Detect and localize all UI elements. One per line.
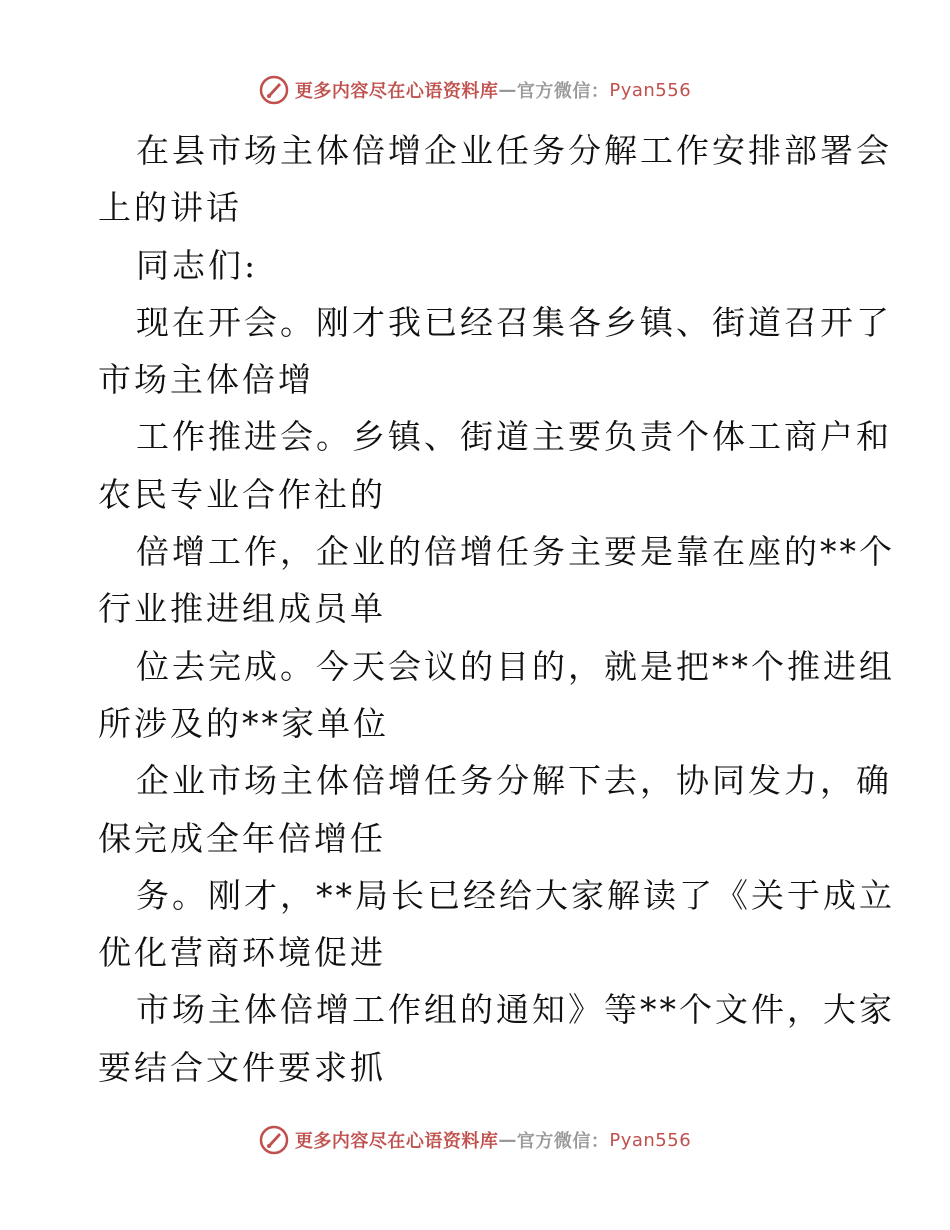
watermark-official: 官方微信： bbox=[516, 81, 610, 102]
text-line: 上的讲话 bbox=[98, 188, 242, 228]
watermark-separator: — bbox=[498, 79, 517, 101]
watermark-account: Pyan556 bbox=[609, 79, 692, 101]
text-line: 所涉及的**家单位 bbox=[98, 703, 389, 743]
text-line: 农民专业合作社的 bbox=[98, 474, 386, 514]
watermark-brand: 更多内容尽在心语资料库 bbox=[294, 81, 499, 102]
watermark-separator: — bbox=[498, 1129, 517, 1151]
text-line: 现在开会。刚才我已经召集各乡镇、街道召开了 bbox=[136, 302, 892, 342]
header-watermark bbox=[0, 70, 950, 110]
brand-logo-icon bbox=[259, 75, 289, 105]
text-line: 倍增工作，企业的倍增任务主要是靠在座的**个 bbox=[136, 532, 895, 572]
text-line: 优化营商环境促进 bbox=[98, 933, 386, 973]
watermark-brand: 更多内容尽在心语资料库 bbox=[294, 1131, 499, 1152]
footer-watermark bbox=[0, 1120, 950, 1160]
watermark-official: 官方微信： bbox=[516, 1131, 610, 1152]
text-line: 市场主体倍增工作组的通知》等**个文件，大家 bbox=[136, 990, 895, 1030]
text-line: 位去完成。今天会议的目的，就是把**个推进组 bbox=[136, 646, 895, 686]
text-line: 在县市场主体倍增企业任务分解工作安排部署会 bbox=[136, 131, 892, 170]
text-line: 务。刚才，**局长已经给大家解读了《关于成立 bbox=[136, 875, 895, 915]
brand-logo-icon bbox=[259, 1125, 289, 1155]
text-line: 要结合文件要求抓 bbox=[98, 1047, 386, 1087]
text-line: 工作推进会。乡镇、街道主要负责个体工商户和 bbox=[136, 417, 892, 457]
text-line: 市场主体倍增 bbox=[98, 360, 314, 400]
text-line: 保完成全年倍增任 bbox=[98, 818, 386, 858]
text-line: 企业市场主体倍增任务分解下去，协同发力，确 bbox=[136, 761, 892, 801]
watermark-account: Pyan556 bbox=[609, 1129, 692, 1151]
text-line: 行业推进组成员单 bbox=[98, 589, 386, 629]
text-line: 同志们: bbox=[136, 245, 259, 285]
document-body bbox=[98, 122, 895, 1096]
